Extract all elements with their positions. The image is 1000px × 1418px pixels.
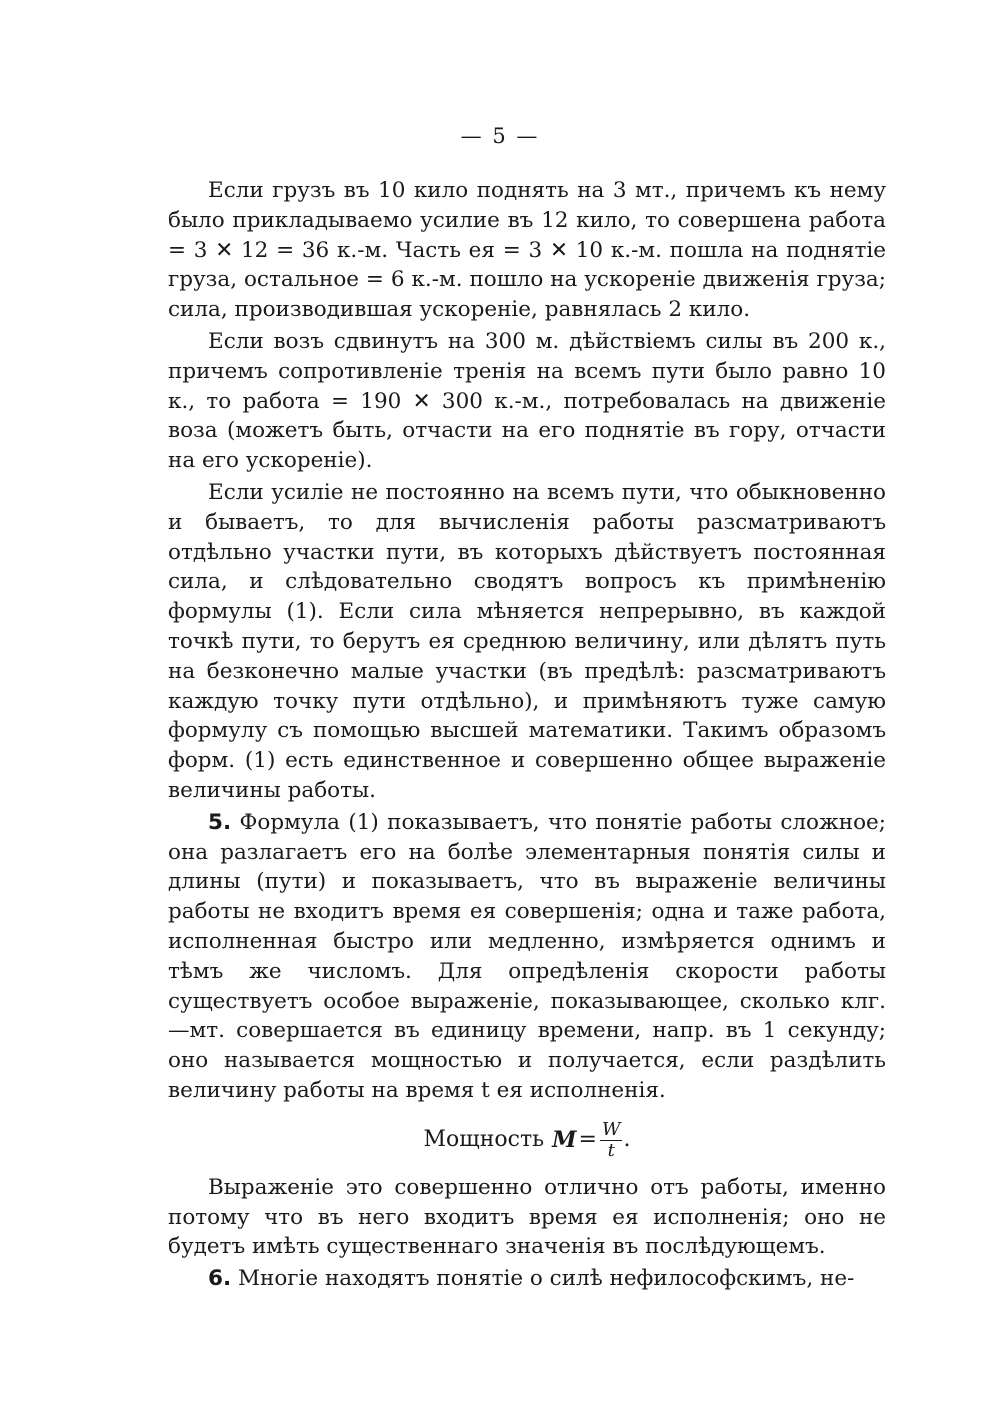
paragraph-section-6 <box>168 1264 886 1294</box>
formula-numerator: W <box>601 1118 621 1140</box>
section-number-5: 5. <box>208 809 232 835</box>
formula-end: . <box>623 1127 631 1153</box>
page-body <box>168 176 886 1296</box>
section-number-6: 6. <box>208 1266 232 1292</box>
power-formula <box>168 1120 886 1161</box>
section-6-text: Многіе находятъ понятіе о силѣ нефилософскимъ, не- <box>237 1266 855 1292</box>
paragraph-power-note: Выраженіе это совершенно отлично отъ работы, именно потому что въ него входитъ время ея исполненія; оно не будетъ имѣть существеннаго значенія въ послѣдующемъ. <box>168 1174 886 1260</box>
page-number: — 5 — <box>460 124 540 148</box>
paragraph-variable-force: Если усиліе не постоянно на всемъ пути, что обыкновенно и бываетъ, то для вычисленія работы разсматриваютъ отдѣльно участки пути, въ которыхъ дѣйствуетъ постоянная сила, и слѣдовательно сводятъ вопросъ къ примѣненію формулы (1). Если сила мѣняется непрерывно, въ каждой точкѣ пути, то берутъ ея среднюю величину, или дѣлятъ путь на безконечно малые участки (въ предѣлѣ: разсматриваютъ каждую точку пути отдѣльно), и примѣняютъ туже самую формулу съ помощью высшей математики. Такимъ образомъ форм. (1) есть единственное и совершенно общее выраженіе величины работы. <box>168 479 886 803</box>
section-5-text: Формула (1) показываетъ, что понятіе работы сложное; она разлагаетъ его на болѣе элементарныя понятія силы и длины (пути) и показываетъ, что въ выраженіе величины работы не входитъ время ея совершенія; одна и таже работа, исполненная быстро или медленно, измѣряется однимъ и тѣмъ же числомъ. Для опредѣленія скорости работы существуетъ особое выраженіе, показывающее, сколько клг.—мт. совершается въ единицу времени, напр. въ 1 секунду; оно называется мощностью и получается, если раздѣлить величину работы на время t ея исполненія. <box>168 809 886 1103</box>
formula-label: Мощность <box>423 1127 545 1153</box>
paragraph-load-example: Если грузъ въ 10 кило поднять на 3 мт., причемъ къ нему было прикладываемо усилие въ 12 кило, то совершена работа = 3 ✕ 12 = 36 к.-м. Часть ея = 3 ✕ 10 к.-м. пошла на поднятіе груза, остальное = 6 к.-м. пошло на ускореніе движенія груза; сила, производившая ускореніе, равнялась 2 кило. <box>168 178 886 323</box>
paragraph-section-5 <box>168 808 886 1106</box>
formula-fraction <box>600 1120 623 1161</box>
formula-variable: M <box>552 1127 577 1154</box>
paragraph-cart-example: Если возъ сдвинутъ на 300 м. дѣйствіемъ силы въ 200 к., причемъ сопротивленіе тренія на всемъ пути было равно 10 к., то работа = 190 ✕ 300 к.-м., потребовалась на движеніе воза (можетъ быть, отчасти на его поднятіе въ гору, отчасти на его ускореніе). <box>168 328 886 474</box>
formula-equals: = <box>578 1127 597 1153</box>
formula-denominator: t <box>607 1139 615 1161</box>
